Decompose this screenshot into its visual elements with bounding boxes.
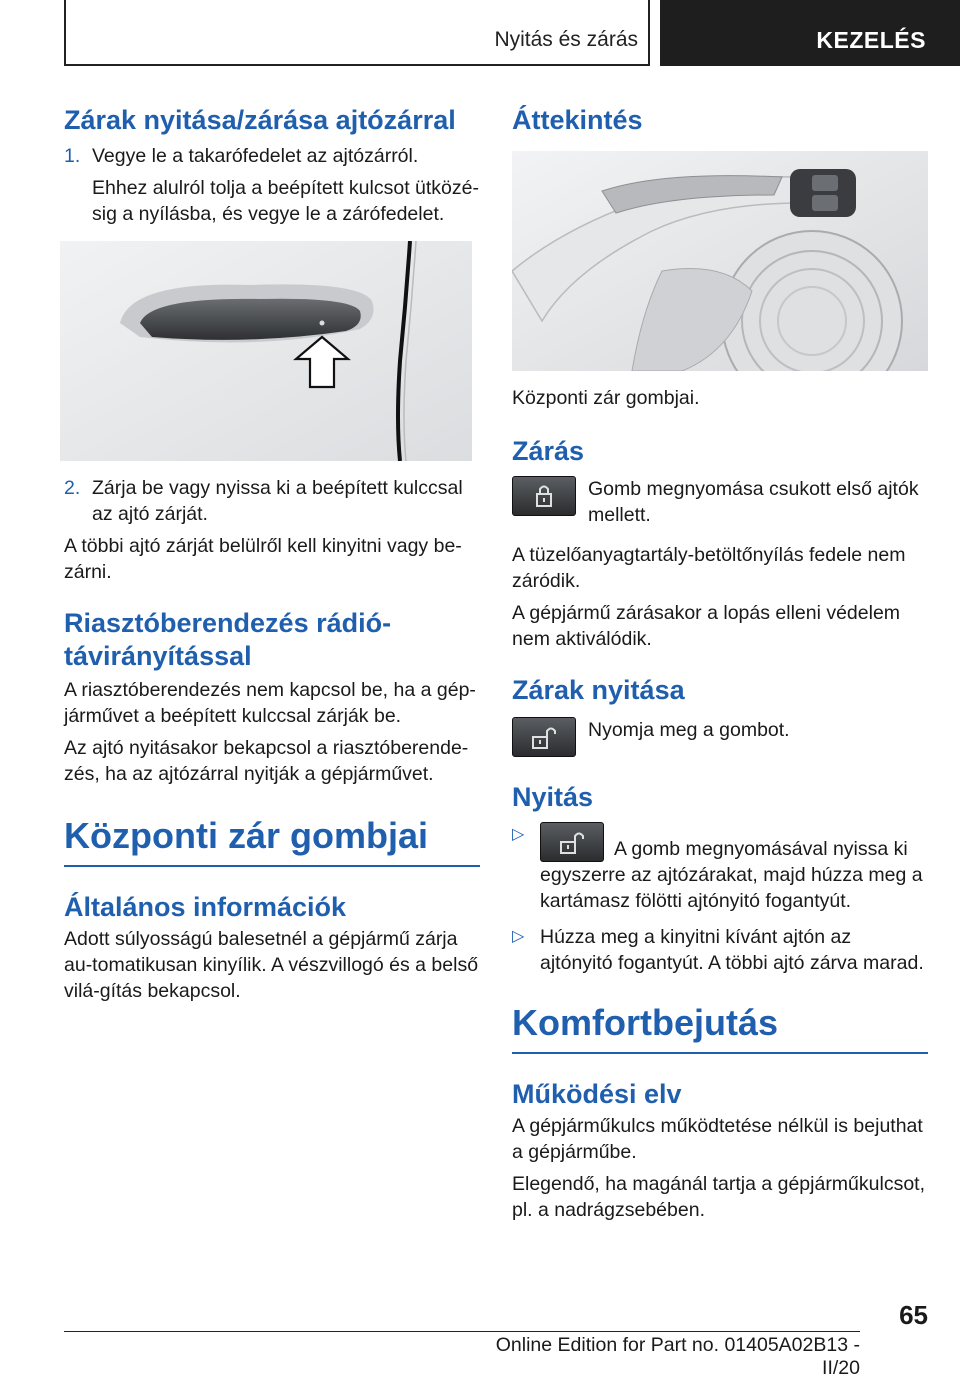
paragraph-other-doors: A többi ajtó zárját belülről kell kinyitni vagy be-zárni. [64,535,462,583]
heading-door-lock: Zárak nyitása/zárása ajtózárral [64,105,456,135]
heading-rule [512,1052,928,1054]
heading-unlock: Zárak nyitása [512,675,685,705]
bullet-1-marker: ▷ [512,826,525,843]
paragraph-principle-2: Elegendő, ha magánál tartja a gépjárműkulcsot, pl. a nadrágzsebében. [512,1173,926,1221]
door-panel-image [512,151,928,371]
unlock-row [512,717,928,757]
unlock-button-icon [512,717,576,757]
paragraph-lock-2: A gépjármű zárásakor a lopás elleni védelem nem aktiválódik. [512,602,901,650]
paragraph-general-info: Adott súlyosságú balesetnél a gépjármű zárja au-tomatikusan kinyílik. A vészvillogó és a belső vilá-gítás bekapcsol. [64,928,479,1002]
lock-button-icon [512,476,576,516]
right-column [512,98,928,1223]
header-chapter-label: KEZELÉS [816,27,926,53]
heading-open: Nyitás [512,782,594,812]
paragraph-alarm-1: A riasztóberendezés nem kapcsol be, ha a gép-járművet a beépített kulccsal zárják be. [64,679,476,727]
heading-lock: Zárás [512,436,585,466]
unlock-icon [513,718,575,756]
header-chapter-tab [660,0,960,66]
lock-icon [513,477,575,515]
step-1-subtext: Ehhez alulról tolja a beépített kulcsot ütközé-sig a nyílásba, és vegye le a zárófedelet. [92,177,479,225]
heading-general-info: Általános információk [64,892,347,922]
left-column [64,98,480,1004]
heading-overview: Áttekintés [512,105,643,135]
bullet-2-marker: ▷ [512,928,525,945]
paragraph-lock-1: A tüzelőanyagtartály-betöltőnyílás fedele nem záródik. [512,544,906,592]
bullet-2 [512,924,928,976]
bullet-1-text: A gomb megnyomásával nyissa ki egyszerre az ajtózárakat, majd húzza meg a kartámasz fölötti ajtónyitó fogantyút. [540,838,923,912]
door-panel-illustration [512,151,928,371]
heading-principle: Működési elv [512,1079,682,1109]
image-caption: Központi zár gombjai. [512,387,700,409]
step-2-number: 2. [64,477,81,499]
header-rule-left [64,0,66,66]
unlock-icon [541,823,603,861]
step-2 [64,475,480,527]
footer-rule [64,1331,860,1332]
header-rule-right [648,0,650,66]
step-1-text: Vegye le a takarófedelet az ajtózárról. [92,145,419,167]
step-1-number: 1. [64,145,81,167]
step-2-text: Zárja be vagy nyissa ki a beépített kulccsal az ajtó zárját. [92,477,463,525]
step-1 [64,143,480,227]
door-handle-image [60,241,472,461]
inline-unlock-button-icon [540,822,604,862]
lock-row [512,476,928,528]
page-number: 65 [899,1300,928,1330]
heading-alarm: Riasztóberendezés rádió-távirányítással [64,608,392,671]
bullet-1 [512,822,928,914]
unlock-text: Nyomja meg a gombot. [588,719,790,741]
footer-edition: Online Edition for Part no. 01405A02B13 - II/20 [495,1334,860,1379]
heading-comfort-access: Komfortbejutás [512,1002,779,1043]
heading-central-lock: Központi zár gombjai [64,815,428,856]
header-section-title: Nyitás és zárás [494,28,638,51]
header-rule-bottom [64,64,649,66]
paragraph-alarm-2: Az ajtó nyitásakor bekapcsol a riasztóberende-zés, ha az ajtózárral nyitják a gépjárművet. [64,737,469,785]
heading-rule [64,865,480,867]
door-handle-illustration [60,241,472,461]
paragraph-principle-1: A gépjárműkulcs működtetése nélkül is bejuthat a gépjárműbe. [512,1115,923,1163]
bullet-2-text: Húzza meg a kinyitni kívánt ajtón az ajtónyitó fogantyút. A többi ajtó zárva marad. [540,926,924,974]
lock-text: Gomb megnyomása csukott első ajtók mellett. [588,478,919,526]
